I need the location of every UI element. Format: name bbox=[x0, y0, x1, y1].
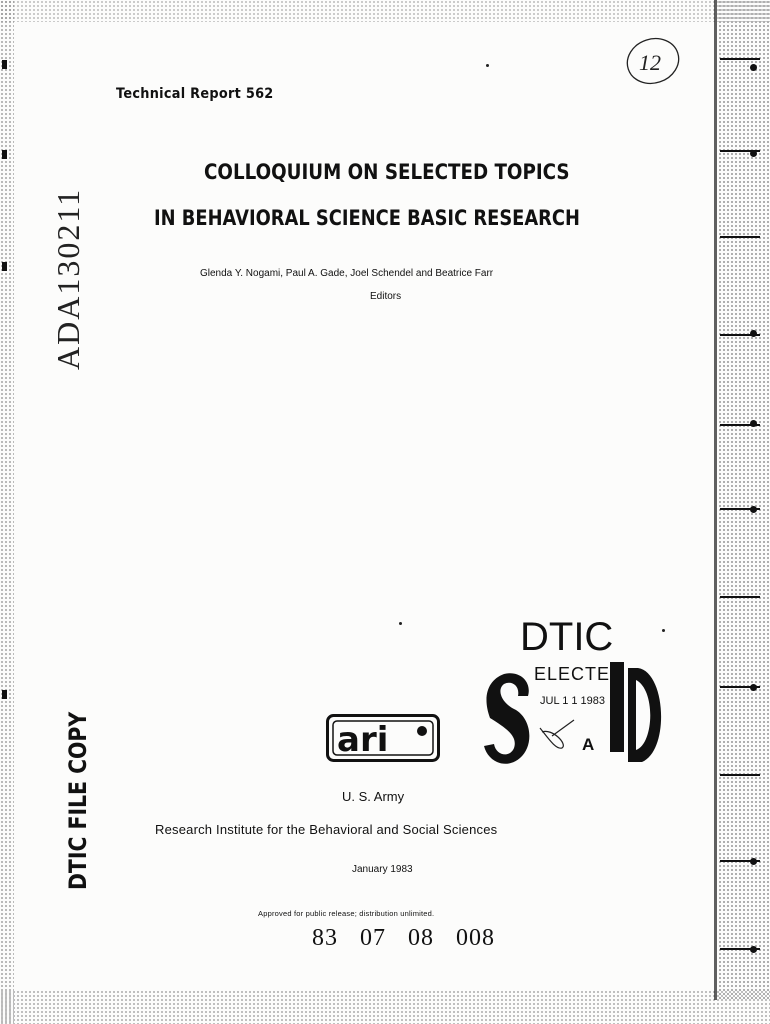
scan-artifact bbox=[750, 150, 757, 157]
title-line-2: IN BEHAVIORAL SCIENCE BASIC RESEARCH bbox=[154, 206, 580, 230]
stamp-grade: A bbox=[582, 735, 595, 754]
stamp-org: DTIC bbox=[520, 615, 614, 659]
scan-speck bbox=[399, 622, 402, 625]
control-number-part: 83 bbox=[312, 925, 338, 951]
army-line: U. S. Army bbox=[342, 789, 405, 804]
scan-artifact bbox=[750, 420, 757, 427]
scan-artifact bbox=[750, 506, 757, 513]
scan-artifact bbox=[2, 60, 7, 69]
title-line-1: COLLOQUIUM ON SELECTED TOPICS bbox=[204, 160, 570, 184]
scan-artifact bbox=[720, 236, 760, 238]
handwritten-mark-text: 12 bbox=[639, 50, 661, 75]
scan-edge-rule bbox=[714, 0, 717, 1000]
scan-artifact bbox=[750, 684, 757, 691]
dtic-electe-stamp bbox=[482, 600, 672, 770]
scan-noise-top bbox=[0, 0, 770, 22]
scan-artifact bbox=[720, 774, 760, 776]
scan-artifact bbox=[2, 690, 7, 699]
editors-label: Editors bbox=[370, 291, 402, 302]
scan-artifact bbox=[750, 64, 757, 71]
scan-artifact bbox=[2, 150, 7, 159]
report-number: Technical Report 562 bbox=[116, 86, 274, 102]
control-number-part: 08 bbox=[408, 925, 434, 951]
ari-logo bbox=[326, 714, 440, 762]
institute-name: Research Institute for the Behavioral and Social Sciences bbox=[155, 822, 498, 837]
scan-artifact bbox=[720, 58, 760, 60]
scan-speck bbox=[662, 629, 665, 632]
publication-date: January 1983 bbox=[352, 864, 413, 875]
stamp-letter-s bbox=[484, 673, 529, 764]
scan-artifact bbox=[2, 262, 7, 271]
control-number-part: 07 bbox=[360, 925, 386, 951]
approval-statement: Approved for public release; distribution unlimited. bbox=[258, 909, 435, 918]
scan-artifact bbox=[750, 946, 757, 953]
stamp-date: JUL 1 1 1983 bbox=[540, 695, 606, 707]
scan-artifact bbox=[720, 596, 760, 598]
authors: Glenda Y. Nogami, Paul A. Gade, Joel Schendel and Beatrice Farr bbox=[200, 268, 494, 279]
stamp-status: ELECTE bbox=[534, 664, 611, 684]
control-number-part: 008 bbox=[456, 925, 495, 951]
scan-artifact bbox=[750, 330, 757, 337]
file-copy-label: DTIC FILE COPY bbox=[64, 711, 92, 890]
document-control-number bbox=[312, 925, 517, 952]
handwritten-circled-mark bbox=[622, 28, 684, 88]
stamp-signature bbox=[540, 720, 574, 748]
accession-number: ADA130211 bbox=[50, 187, 86, 370]
logo-text: ari bbox=[337, 720, 389, 760]
scan-speck bbox=[486, 64, 489, 67]
scan-artifact bbox=[750, 858, 757, 865]
stamp-letter-d bbox=[628, 668, 661, 762]
scan-noise-bottom bbox=[0, 990, 770, 1024]
